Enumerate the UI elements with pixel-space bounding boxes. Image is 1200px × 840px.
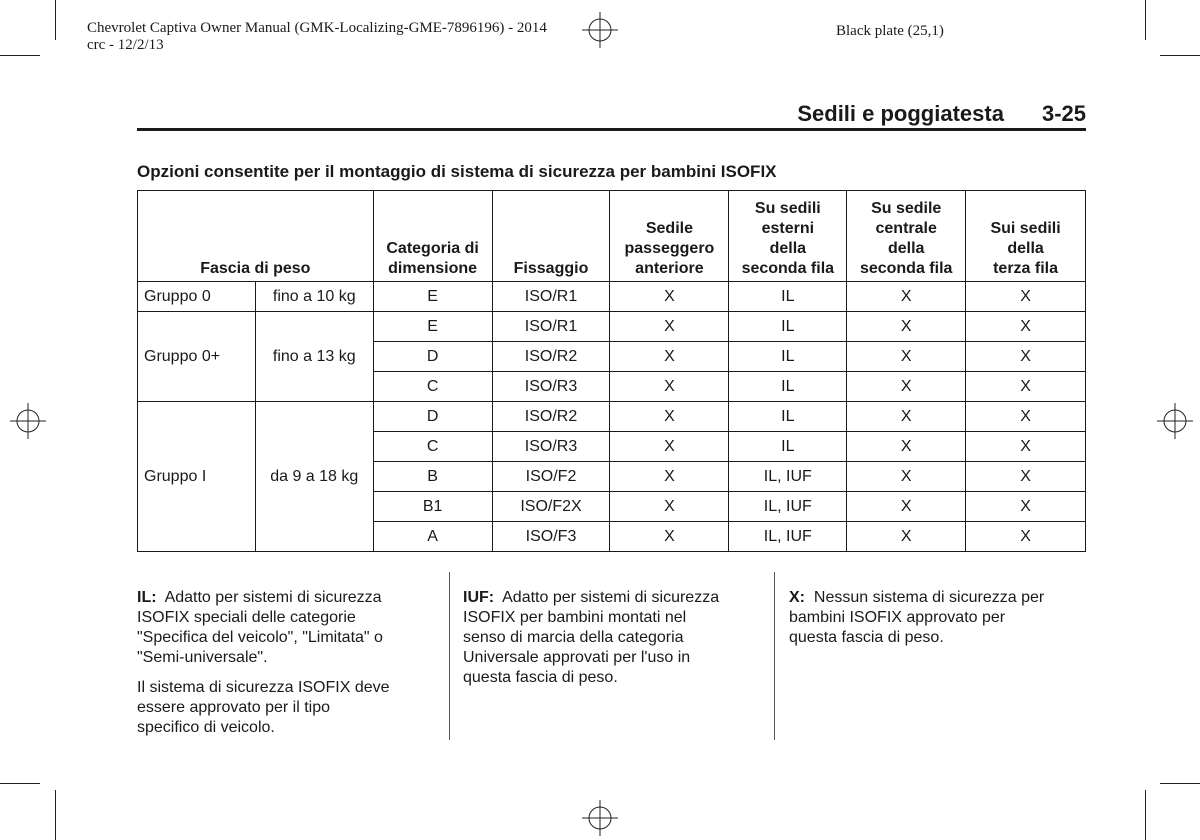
front-cell: X: [610, 462, 729, 492]
center-cell: X: [847, 372, 966, 402]
crop-mark: [1160, 783, 1200, 784]
group-name: Gruppo 0+: [138, 312, 256, 402]
crop-mark: [55, 0, 56, 40]
fixture-cell: ISO/R3: [492, 372, 610, 402]
front-cell: X: [610, 372, 729, 402]
outer-cell: IL, IUF: [729, 522, 847, 552]
front-cell: X: [610, 492, 729, 522]
note-iuf: IUF: Adatto per sistemi di sicurezza ISOFIX per bambini montati nel senso di marcia della categoria Universale approvati per l'uso in questa fascia di peso.: [463, 589, 720, 686]
outer-cell: IL: [729, 432, 847, 462]
third-cell: X: [966, 312, 1086, 342]
print-header: [87, 20, 547, 54]
note-il-key: IL:: [137, 589, 157, 606]
title-rule: [137, 128, 1086, 131]
outer-cell: IL, IUF: [729, 492, 847, 522]
crop-mark: [0, 783, 40, 784]
page-title: [797, 101, 1086, 127]
group-name: Gruppo 0: [138, 282, 256, 312]
registration-mark-icon: [582, 800, 618, 836]
center-cell: X: [847, 462, 966, 492]
outer-cell: IL: [729, 372, 847, 402]
fixture-cell: ISO/R2: [492, 342, 610, 372]
outer-cell: IL: [729, 282, 847, 312]
front-cell: X: [610, 432, 729, 462]
size-cell: A: [373, 522, 492, 552]
column-divider: [449, 572, 450, 740]
note-iuf-key: IUF:: [463, 589, 495, 606]
table-row: [138, 402, 1086, 432]
group-weight: da 9 a 18 kg: [255, 402, 373, 552]
manual-line: Chevrolet Captiva Owner Manual (GMK-Localizing-GME-7896196) - 2014: [87, 20, 547, 36]
center-cell: X: [847, 282, 966, 312]
registration-mark-icon: [1157, 403, 1193, 439]
third-cell: X: [966, 372, 1086, 402]
front-cell: X: [610, 312, 729, 342]
fixture-cell: ISO/F2: [492, 462, 610, 492]
isofix-table: [137, 190, 1086, 552]
note-x-key: X:: [789, 589, 805, 606]
date-line: crc - 12/2/13: [87, 37, 164, 53]
front-cell: X: [610, 282, 729, 312]
outer-cell: IL, IUF: [729, 462, 847, 492]
group-name: Gruppo I: [138, 402, 256, 552]
outer-cell: IL: [729, 312, 847, 342]
size-cell: D: [373, 342, 492, 372]
fixture-cell: ISO/F3: [492, 522, 610, 552]
header-size-category: Categoria di dimensione: [373, 191, 492, 282]
third-cell: X: [966, 402, 1086, 432]
fixture-cell: ISO/R2: [492, 402, 610, 432]
size-cell: E: [373, 312, 492, 342]
third-cell: X: [966, 432, 1086, 462]
page-number: 3-25: [1041, 101, 1086, 126]
crop-mark: [1145, 790, 1146, 840]
header-front-passenger: Sedile passeggero anteriore: [610, 191, 729, 282]
center-cell: X: [847, 492, 966, 522]
size-cell: B: [373, 462, 492, 492]
size-cell: C: [373, 372, 492, 402]
crop-mark: [55, 790, 56, 840]
third-cell: X: [966, 342, 1086, 372]
third-cell: X: [966, 282, 1086, 312]
size-cell: C: [373, 432, 492, 462]
front-cell: X: [610, 342, 729, 372]
fixture-cell: ISO/R1: [492, 282, 610, 312]
registration-mark-icon: [10, 403, 46, 439]
header-center-second-row: Su sedile centrale della seconda fila: [847, 191, 966, 282]
group-weight: fino a 10 kg: [255, 282, 373, 312]
table-title: Opzioni consentite per il montaggio di sistema di sicurezza per bambini ISOFIX: [137, 162, 777, 181]
group-weight: fino a 13 kg: [255, 312, 373, 402]
table-row: [138, 312, 1086, 342]
center-cell: X: [847, 522, 966, 552]
table-row: [138, 282, 1086, 312]
crop-mark: [1145, 0, 1146, 40]
center-cell: X: [847, 342, 966, 372]
size-cell: B1: [373, 492, 492, 522]
fixture-cell: ISO/R3: [492, 432, 610, 462]
note-il: IL: Adatto per sistemi di sicurezza ISOFIX speciali delle categorie "Specifica del veicolo", "Limitata" o "Semi-universale". Il sistema di sicurezza ISOFIX deve essere approvato per il tipo specifico di veicolo.: [137, 589, 390, 736]
crop-mark: [1160, 55, 1200, 56]
table-header-row: [138, 191, 1086, 282]
registration-mark-icon: [582, 12, 618, 48]
center-cell: X: [847, 402, 966, 432]
outer-cell: IL: [729, 342, 847, 372]
front-cell: X: [610, 402, 729, 432]
fixture-cell: ISO/F2X: [492, 492, 610, 522]
crop-mark: [0, 55, 40, 56]
column-divider: [774, 572, 775, 740]
header-third-row: Sui sedili della terza fila: [966, 191, 1086, 282]
note-x: X: Nessun sistema di sicurezza per bambini ISOFIX approvato per questa fascia di peso.: [789, 589, 1045, 646]
center-cell: X: [847, 312, 966, 342]
third-cell: X: [966, 522, 1086, 552]
center-cell: X: [847, 432, 966, 462]
plate-label: Black plate (25,1): [836, 23, 944, 39]
outer-cell: IL: [729, 402, 847, 432]
header-outer-second-row: Su sedili esterni della seconda fila: [729, 191, 847, 282]
header-fixture: Fissaggio: [492, 191, 610, 282]
third-cell: X: [966, 462, 1086, 492]
section-title: Sedili e poggiatesta: [797, 101, 1004, 126]
front-cell: X: [610, 522, 729, 552]
header-weight-class: Fascia di peso: [138, 191, 374, 282]
third-cell: X: [966, 492, 1086, 522]
size-cell: E: [373, 282, 492, 312]
size-cell: D: [373, 402, 492, 432]
fixture-cell: ISO/R1: [492, 312, 610, 342]
